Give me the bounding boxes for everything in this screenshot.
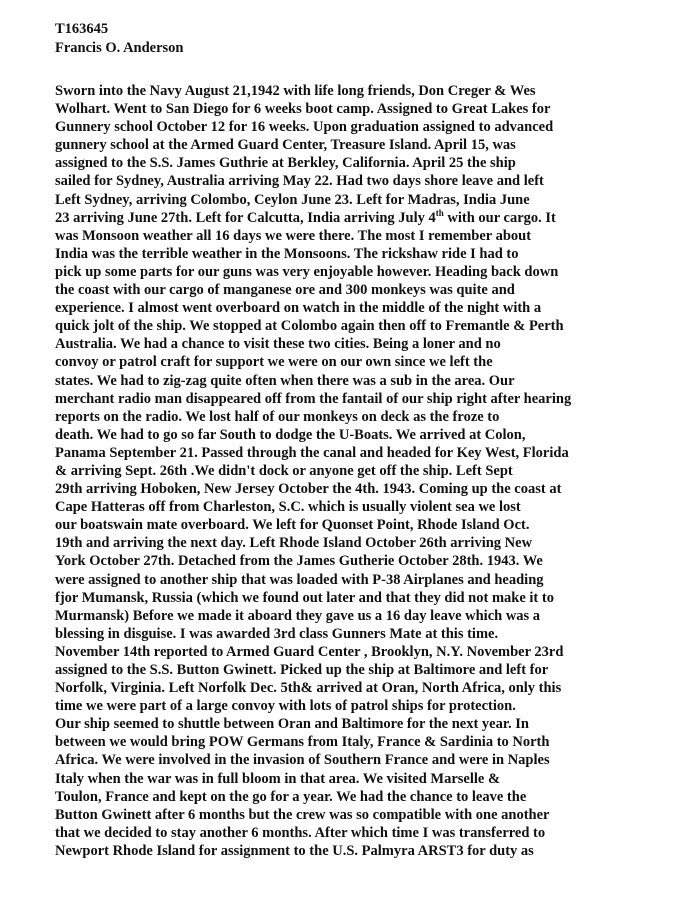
author-name: Francis O. Anderson <box>55 40 184 56</box>
text-line: sailed for Sydney, Australia arriving May 22. Had two days shore leave and left <box>55 173 544 190</box>
text-line: experience. I almost went overboard on watch in the middle of the night with a <box>55 300 542 317</box>
text-line: 23 arriving June 27th. Left for Calcutta, India arriving July 4th with our cargo. It <box>55 207 556 226</box>
text-line: Wolhart. Went to San Diego for 6 weeks boot camp. Assigned to Great Lakes for <box>55 101 551 118</box>
text-line: death. We had to go so far South to dodge the U-Boats. We arrived at Colon, <box>55 426 526 443</box>
text-line: Newport Rhode Island for assignment to the U.S. Palmyra ARST3 for duty as <box>55 842 534 859</box>
text-line: assigned to the S.S. Button Gwinett. Picked up the ship at Baltimore and left for <box>55 662 549 678</box>
text-line: our boatswain mate overboard. We left for Quonset Point, Rhode Island Oct. <box>55 517 530 534</box>
text-line: & arriving Sept. 26th .We didn't dock or anyone get off the ship. Left Sept <box>55 462 513 479</box>
text-line: time we were part of a large convoy with lots of patrol ships for protection. <box>55 698 516 715</box>
text-line: were assigned to another ship that was loaded with P-38 Airplanes and heading <box>55 571 544 588</box>
text-line: Gunnery school October 12 for 16 weeks. Upon graduation assigned to advanced <box>55 119 554 136</box>
text-line: assigned to the S.S. James Guthrie at Berkley, California. April 25 the ship <box>55 155 516 172</box>
text-line: Norfolk, Virginia. Left Norfolk Dec. 5th& arrived at Oran, North Africa, only this <box>55 680 562 697</box>
text-line: York October 27th. Detached from the James Gutherie October 28th. 1943. We <box>55 553 543 570</box>
text-line: Africa. We were involved in the invasion of Southern France and were in Naples <box>55 752 550 769</box>
text-line: the coast with our cargo of manganese ore and 300 monkeys was quite and <box>55 282 515 299</box>
text-line: Left Sydney, arriving Colombo, Ceylon June 23. Left for Madras, India June <box>55 191 530 208</box>
text-line: India was the terrible weather in the Monsoons. The rickshaw ride I had to <box>55 245 519 262</box>
text-line: Button Gwinett after 6 months but the crew was so compatible with one another <box>55 806 550 823</box>
text-line: Italy when the war was in full bloom in that area. We visited Marselle & <box>55 770 501 787</box>
text-line: reports on the radio. We lost half of our monkeys on deck as the froze to <box>55 408 500 425</box>
text-line: merchant radio man disappeared off from the fantail of our ship right after hearing <box>55 390 572 407</box>
text-line: Our ship seemed to shuttle between Oran and Baltimore for the next year. In <box>55 716 529 733</box>
text-line: Cape Hatteras off from Charleston, S.C. which is usually violent sea we lost <box>55 499 521 516</box>
document-body <box>55 82 695 860</box>
text-line: that we decided to stay another 6 months. After which time I was transferred to <box>55 824 546 841</box>
text-line: 29th arriving Hoboken, New Jersey October the 4th. 1943. Coming up the coast at <box>55 481 562 498</box>
document-header <box>55 20 184 58</box>
document-id: T163645 <box>55 21 109 37</box>
text-line: quick jolt of the ship. We stopped at Colombo again then off to Fremantle & Perth <box>55 318 564 335</box>
text-line: 19th and arriving the next day. Left Rhode Island October 26th arriving New <box>55 535 533 552</box>
text-line: convoy or patrol craft for support we were on our own since we left the <box>55 354 493 371</box>
text-line: fjor Mumansk, Russia (which we found out later and that they did not make it to <box>55 589 554 606</box>
text-line: states. We had to zig-zag quite often when there was a sub in the area. Our <box>55 372 515 389</box>
text-line: gunnery school at the Armed Guard Center, Treasure Island. April 15, was <box>55 137 516 154</box>
text-line: Toulon, France and kept on the go for a year. We had the chance to leave the <box>55 788 527 805</box>
text-line: Australia. We had a chance to visit these two cities. Being a loner and no <box>55 336 501 353</box>
text-line: November 14th reported to Armed Guard Center , Brooklyn, N.Y. November 23rd <box>55 643 564 660</box>
text-line: Sworn into the Navy August 21,1942 with life long friends, Don Creger & Wes <box>55 83 536 99</box>
text-line: Murmansk) Before we made it aboard they gave us a 16 day leave which was a <box>55 607 541 624</box>
text-line: was Monsoon weather all 16 days we were there. The most I remember about <box>55 227 532 244</box>
text-line: between we would bring POW Germans from Italy, France & Sardinia to North <box>55 734 550 751</box>
text-line: pick up some parts for our guns was very enjoyable however. Heading back down <box>55 263 559 280</box>
text-line: blessing in disguise. I was awarded 3rd class Gunners Mate at this time. <box>55 625 499 642</box>
text-line: Panama September 21. Passed through the canal and headed for Key West, Florida <box>55 444 569 461</box>
